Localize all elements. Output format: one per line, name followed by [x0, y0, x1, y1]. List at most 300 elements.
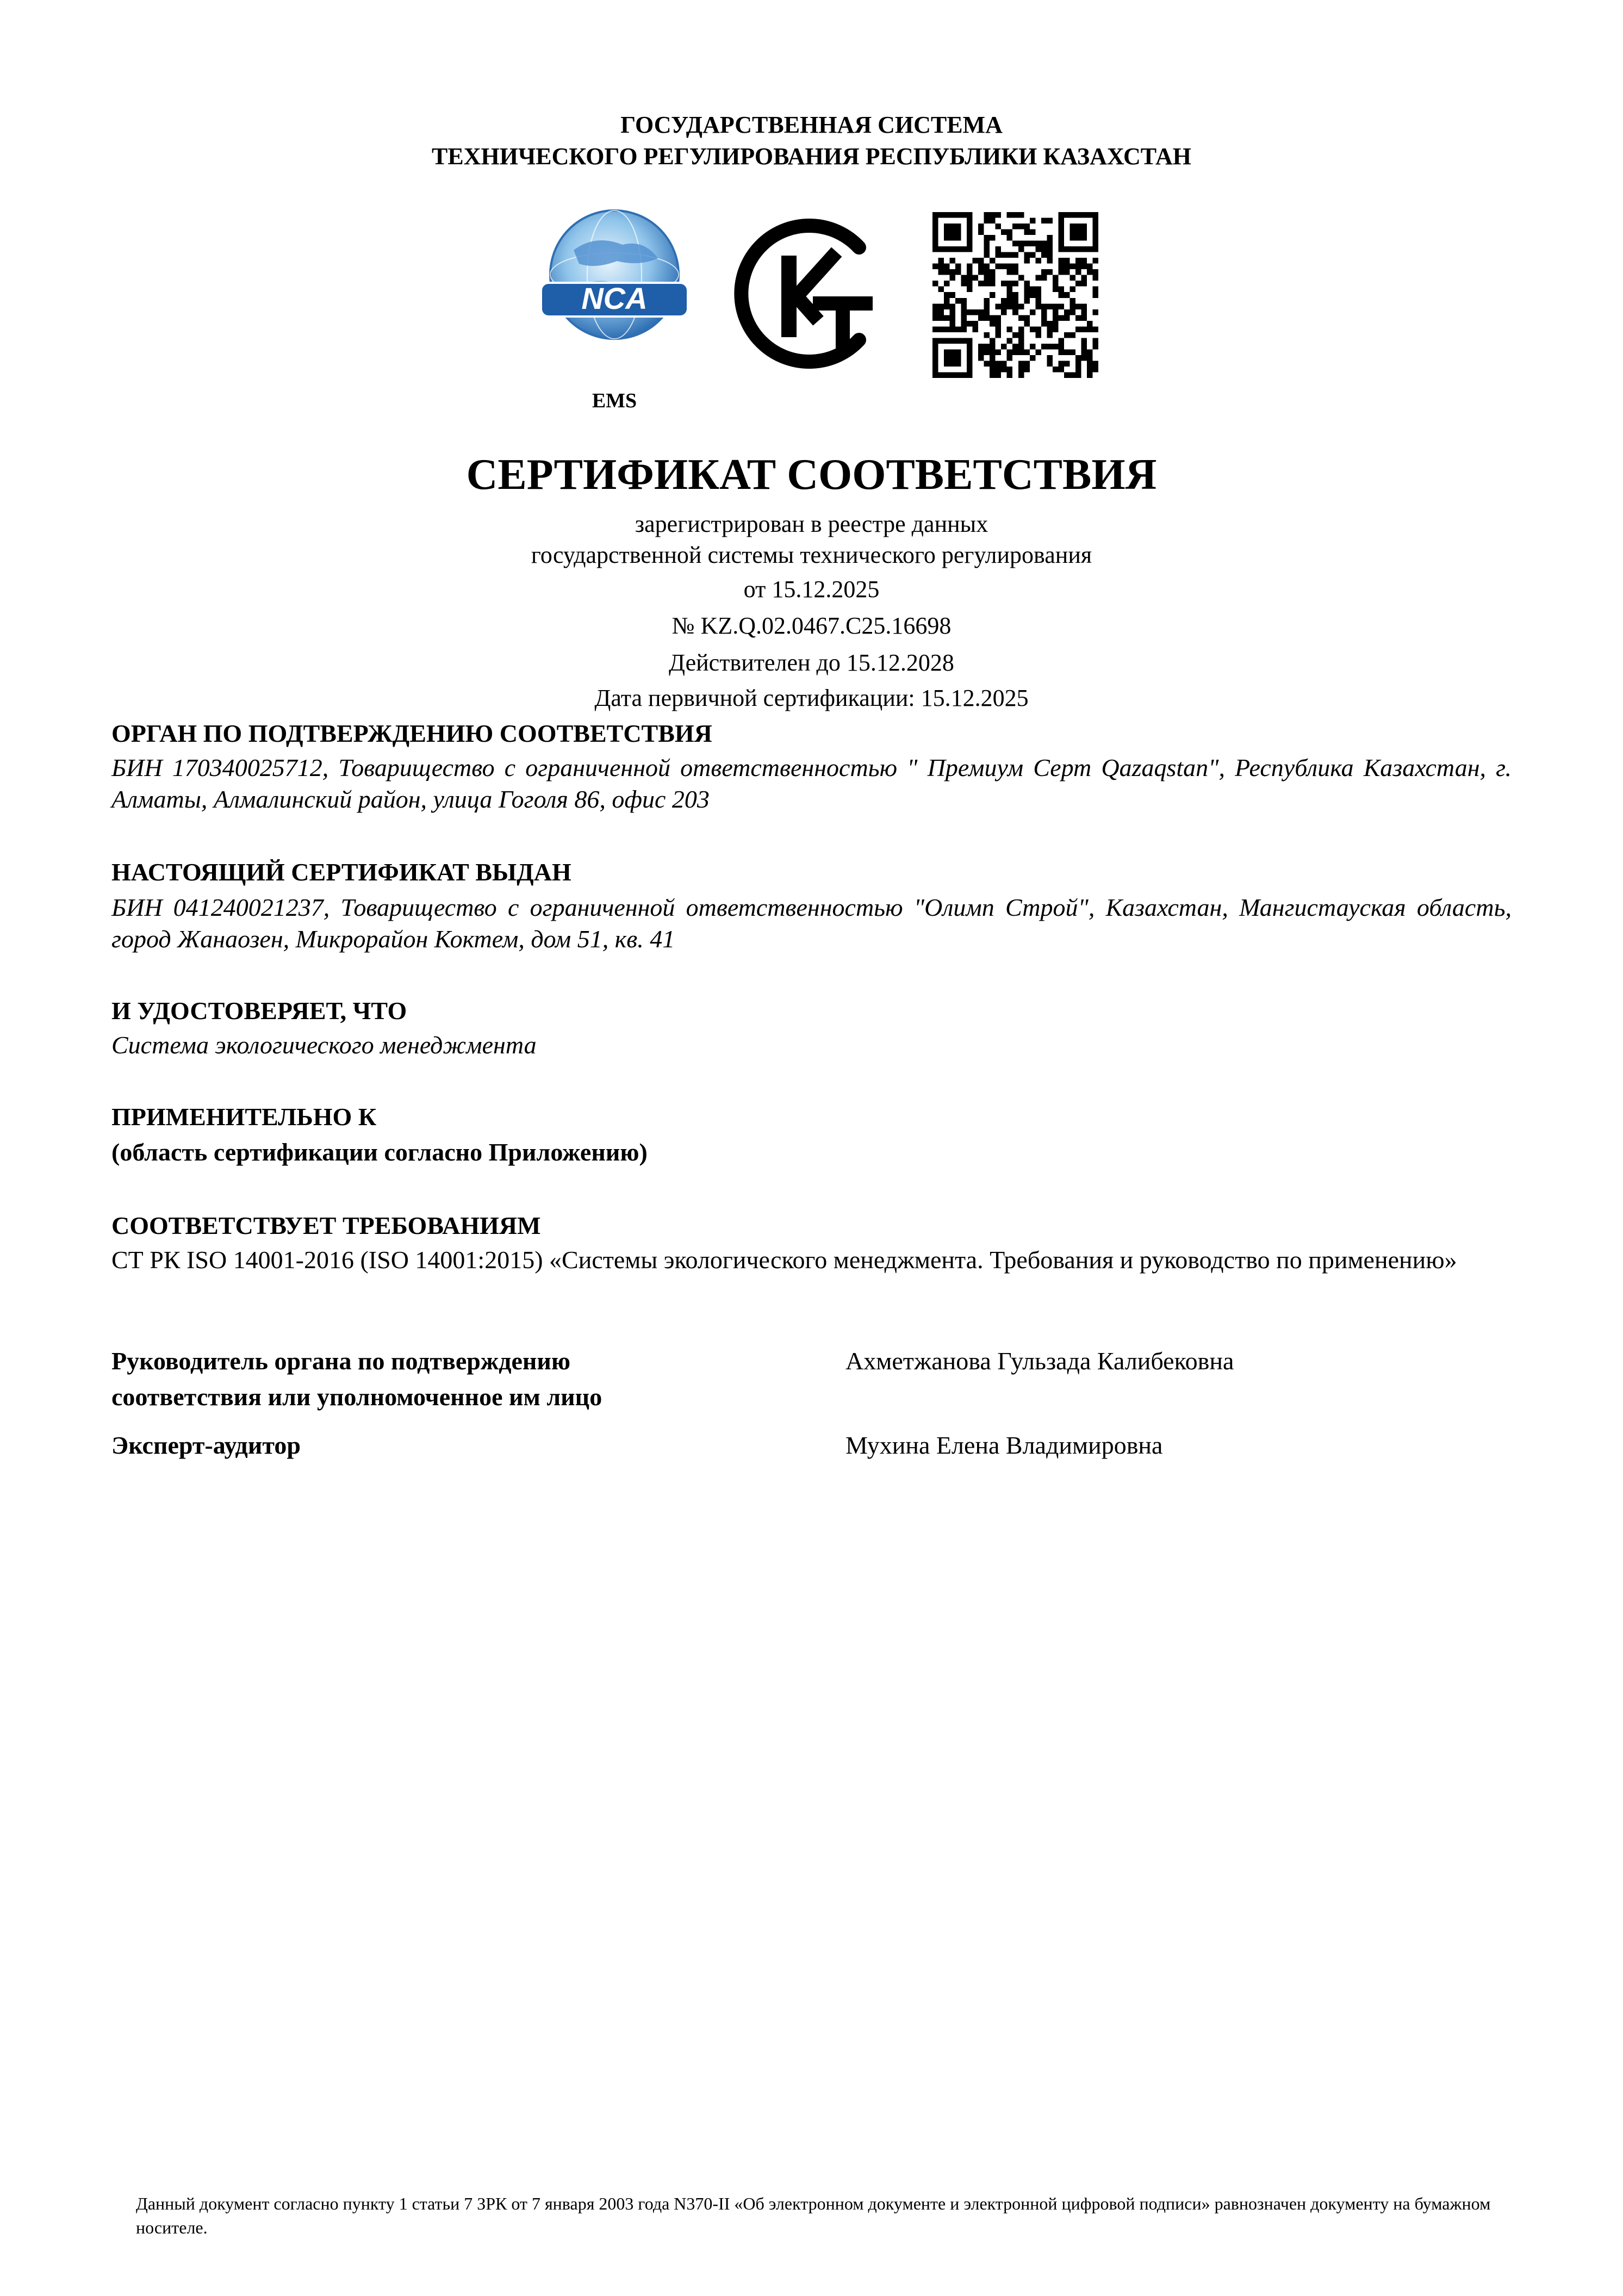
- qr-module: [932, 326, 938, 332]
- qr-module: [1064, 315, 1070, 321]
- qr-module: [1092, 241, 1098, 247]
- qr-module: [1041, 269, 1047, 275]
- qr-module: [1047, 344, 1053, 350]
- qr-module: [1007, 298, 1013, 304]
- qr-module: [1018, 349, 1024, 355]
- auditor-role: Эксперт-аудитор: [111, 1431, 301, 1459]
- qr-module: [1064, 332, 1070, 338]
- qr-module: [1024, 321, 1030, 327]
- qr-module: [1087, 367, 1093, 373]
- qr-module: [1001, 309, 1007, 315]
- qr-module: [1024, 229, 1030, 235]
- qr-module: [932, 367, 938, 373]
- qr-module: [1001, 361, 1007, 367]
- head-role: Руководитель органа по подтверждению соответствия или уполномоченное им лицо: [111, 1347, 602, 1411]
- qr-module: [1012, 309, 1018, 315]
- qr-module: [1001, 298, 1007, 304]
- qr-module: [1024, 258, 1030, 264]
- registration-line-2: государственной системы технического регулирования: [531, 542, 1092, 568]
- qr-module: [938, 264, 944, 270]
- qr-module: [1058, 224, 1064, 229]
- qr-module: [961, 372, 967, 378]
- qr-module: [1092, 287, 1098, 293]
- qr-module: [1092, 326, 1098, 332]
- qr-module: [984, 235, 990, 241]
- legal-footer: Данный документ согласно пункту 1 статьи 7 ЗРК от 7 января 2003 года N370-II «Об электронном документе и электронной цифровой подписи» равнозначен документу на бумажном носителе.: [136, 2194, 1491, 2237]
- qr-module: [978, 264, 984, 270]
- qr-module: [1092, 212, 1098, 218]
- qr-module: [1012, 281, 1018, 287]
- qr-module: [1035, 332, 1041, 338]
- qr-module: [938, 258, 944, 264]
- qr-module: [932, 361, 938, 367]
- nca-text: NCA: [581, 281, 648, 315]
- qr-module: [1012, 298, 1018, 304]
- qr-module: [950, 275, 956, 281]
- qr-module: [944, 281, 950, 287]
- qr-module: [1035, 349, 1041, 355]
- qr-module: [1024, 252, 1030, 258]
- qr-module: [1007, 229, 1013, 235]
- qr-module: [1012, 303, 1018, 309]
- qr-module: [955, 224, 961, 229]
- qr-module: [1012, 241, 1018, 247]
- qr-module: [996, 326, 1002, 332]
- qr-module: [1041, 275, 1047, 281]
- qr-module: [950, 229, 956, 235]
- qr-module: [990, 349, 996, 355]
- qr-module: [1075, 246, 1081, 252]
- qr-module: [932, 235, 938, 241]
- qr-module: [1007, 303, 1013, 309]
- qr-module: [1035, 246, 1041, 252]
- qr-module: [1041, 309, 1047, 315]
- qr-module: [1041, 321, 1047, 327]
- qr-module: [1081, 326, 1087, 332]
- qr-module: [950, 321, 956, 327]
- registration-date: от 15.12.2025: [743, 576, 880, 603]
- qr-module: [950, 292, 956, 298]
- qr-module: [1069, 372, 1075, 378]
- qr-module: [1092, 292, 1098, 298]
- qr-module: [996, 246, 1002, 252]
- qr-module: [1087, 355, 1093, 361]
- qr-module: [990, 292, 996, 298]
- requirements-text: СТ РК ISO 14001-2016 (ISO 14001:2015) «Системы экологического менеджмента. Требования и руководство по применению»: [111, 1246, 1457, 1274]
- qr-module: [955, 338, 961, 344]
- qr-module: [1058, 344, 1064, 350]
- qr-module: [1047, 252, 1053, 258]
- qr-module: [984, 252, 990, 258]
- qr-module: [1012, 349, 1018, 355]
- qr-module: [1035, 298, 1041, 304]
- qr-module: [961, 315, 967, 321]
- qr-module: [955, 229, 961, 235]
- qr-module: [1069, 229, 1075, 235]
- qr-module: [1012, 264, 1018, 270]
- qr-module: [1047, 258, 1053, 264]
- qr-module: [1012, 332, 1018, 338]
- qr-module: [1047, 218, 1053, 224]
- qr-module: [1064, 349, 1070, 355]
- qr-module: [1024, 287, 1030, 293]
- qr-module: [990, 372, 996, 378]
- qr-module: [1081, 275, 1087, 281]
- qr-module: [961, 281, 967, 287]
- qr-module: [944, 264, 950, 270]
- qr-module: [932, 309, 938, 315]
- qr-module: [1012, 269, 1018, 275]
- qr-module: [996, 349, 1002, 355]
- qr-module: [1007, 212, 1013, 218]
- qr-module: [1053, 275, 1059, 281]
- qr-module: [1069, 309, 1075, 315]
- qr-module: [938, 303, 944, 309]
- qr-module: [1024, 241, 1030, 247]
- qr-module: [978, 344, 984, 350]
- qr-module: [967, 321, 973, 327]
- certifies-heading: И УДОСТОВЕРЯЕТ, ЧТО: [111, 997, 407, 1025]
- qr-module: [1035, 326, 1041, 332]
- qr-module: [1001, 344, 1007, 350]
- qr-module: [1024, 349, 1030, 355]
- qr-module: [1069, 275, 1075, 281]
- qr-module: [1075, 264, 1081, 270]
- qr-module: [932, 315, 938, 321]
- qr-module: [1018, 315, 1024, 321]
- qr-module: [1075, 361, 1081, 367]
- qr-module: [1075, 372, 1081, 378]
- qr-module: [932, 303, 938, 309]
- qr-module: [990, 355, 996, 361]
- qr-module: [1041, 241, 1047, 247]
- qr-module: [1087, 246, 1093, 252]
- qr-module: [1075, 229, 1081, 235]
- qr-module: [1064, 269, 1070, 275]
- qr-module: [1058, 246, 1064, 252]
- qr-module: [1053, 309, 1059, 315]
- qr-module: [1018, 372, 1024, 378]
- qr-module: [984, 361, 990, 367]
- qr-module: [1058, 287, 1064, 293]
- qr-module: [950, 235, 956, 241]
- qr-module: [1047, 361, 1053, 367]
- qr-module: [978, 355, 984, 361]
- qr-module: [1012, 252, 1018, 258]
- qr-module: [1064, 372, 1070, 378]
- qr-module: [1001, 264, 1007, 270]
- qr-module: [1092, 246, 1098, 252]
- qr-module: [1092, 229, 1098, 235]
- qr-module: [938, 212, 944, 218]
- qr-module: [944, 315, 950, 321]
- qr-module: [1092, 344, 1098, 350]
- qr-module: [967, 372, 973, 378]
- qr-module: [984, 275, 990, 281]
- qr-module: [1053, 281, 1059, 287]
- qr-module: [1018, 326, 1024, 332]
- qr-module: [1081, 303, 1087, 309]
- qr-module: [950, 349, 956, 355]
- qr-module: [1075, 326, 1081, 332]
- auditor-name: Мухина Елена Владимировна: [845, 1431, 1163, 1459]
- qr-module: [1012, 292, 1018, 298]
- qr-module: [1047, 326, 1053, 332]
- qr-module: [955, 355, 961, 361]
- qr-module: [1087, 372, 1093, 378]
- qr-module: [1001, 252, 1007, 258]
- qr-module: [1064, 264, 1070, 270]
- qr-module: [932, 224, 938, 229]
- qr-module: [955, 212, 961, 218]
- qr-module: [1092, 235, 1098, 241]
- qr-module: [932, 246, 938, 252]
- qr-module: [1024, 361, 1030, 367]
- qr-module: [938, 372, 944, 378]
- qr-module: [967, 287, 973, 293]
- qr-module: [1081, 281, 1087, 287]
- registration-line-1: зарегистрирован в реестре данных: [635, 511, 988, 537]
- qr-module: [1018, 303, 1024, 309]
- qr-module: [950, 303, 956, 309]
- qr-module: [1075, 212, 1081, 218]
- qr-module: [990, 321, 996, 327]
- applicable-heading: ПРИМЕНИТЕЛЬНО К: [111, 1103, 377, 1131]
- qr-module: [932, 212, 938, 218]
- issued-heading: НАСТОЯЩИЙ СЕРТИФИКАТ ВЫДАН: [111, 858, 571, 886]
- qr-module: [961, 338, 967, 344]
- qr-module: [1007, 349, 1013, 355]
- qr-module: [944, 224, 950, 229]
- qr-module: [1058, 235, 1064, 241]
- qr-module: [1075, 258, 1081, 264]
- qr-module: [1075, 235, 1081, 241]
- nca-logo: [536, 207, 693, 348]
- qr-module: [1030, 287, 1036, 293]
- qr-module: [1012, 344, 1018, 350]
- qr-module: [978, 281, 984, 287]
- qr-module: [1058, 269, 1064, 275]
- qr-module: [1053, 367, 1059, 373]
- qr-module: [1018, 367, 1024, 373]
- qr-module: [1064, 361, 1070, 367]
- kz-conformity-mark-icon: [731, 215, 889, 373]
- qr-module: [944, 338, 950, 344]
- qr-module: [990, 315, 996, 321]
- qr-module: [996, 321, 1002, 327]
- qr-module: [1092, 218, 1098, 224]
- qr-module: [984, 281, 990, 287]
- qr-module: [1030, 252, 1036, 258]
- qr-module: [932, 264, 938, 270]
- qr-module: [1007, 372, 1013, 378]
- qr-module: [967, 355, 973, 361]
- qr-module: [1018, 212, 1024, 218]
- qr-module: [938, 287, 944, 293]
- qr-module: [938, 326, 944, 332]
- qr-module: [996, 252, 1002, 258]
- qr-module: [1069, 298, 1075, 304]
- qr-module: [1075, 224, 1081, 229]
- qr-module: [1081, 315, 1087, 321]
- qr-module: [1075, 355, 1081, 361]
- qr-module: [955, 361, 961, 367]
- qr-module: [1030, 241, 1036, 247]
- qr-module: [1081, 229, 1087, 235]
- qr-module: [1081, 258, 1087, 264]
- qr-module: [1030, 229, 1036, 235]
- qr-module: [961, 246, 967, 252]
- qr-module: [932, 281, 938, 287]
- qr-module: [1081, 235, 1087, 241]
- qr-module: [1018, 332, 1024, 338]
- qr-module: [1058, 229, 1064, 235]
- header-line-1: ГОСУДАРСТВЕННАЯ СИСТЕМА: [620, 111, 1003, 138]
- organ-text: БИН 170340025712, Товарищество с ограниченной ответственностью " Премиум Серт Qazaqstan", Республика Казахстан, г. Алматы, Алмалинский район, улица Гоголя 86, офис 203: [111, 754, 1512, 813]
- qr-module: [950, 258, 956, 264]
- qr-module: [1087, 269, 1093, 275]
- qr-module: [996, 332, 1002, 338]
- qr-module: [950, 338, 956, 344]
- qr-module: [1053, 303, 1059, 309]
- qr-module: [944, 326, 950, 332]
- qr-module: [1092, 224, 1098, 229]
- qr-module: [950, 309, 956, 315]
- qr-module: [990, 212, 996, 218]
- qr-module: [1024, 298, 1030, 304]
- qr-module: [1069, 332, 1075, 338]
- qr-module: [984, 298, 990, 304]
- qr-module: [1069, 349, 1075, 355]
- certificate-number: № KZ.Q.02.0467.C25.16698: [671, 612, 952, 639]
- qr-module: [990, 281, 996, 287]
- qr-module: [1035, 275, 1041, 281]
- qr-module: [967, 246, 973, 252]
- qr-module: [967, 235, 973, 241]
- qr-module: [944, 349, 950, 355]
- qr-module: [984, 303, 990, 309]
- qr-module: [978, 309, 984, 315]
- qr-module: [967, 349, 973, 355]
- qr-module: [996, 315, 1002, 321]
- qr-module: [1047, 303, 1053, 309]
- qr-module: [1018, 344, 1024, 350]
- qr-module: [955, 298, 961, 304]
- qr-module: [1058, 218, 1064, 224]
- qr-module: [1024, 292, 1030, 298]
- qr-module: [1030, 309, 1036, 315]
- qr-module: [1058, 264, 1064, 270]
- qr-module: [1058, 367, 1064, 373]
- qr-module: [1018, 361, 1024, 367]
- qr-module: [984, 349, 990, 355]
- qr-module: [944, 229, 950, 235]
- header-line-2: ТЕХНИЧЕСКОГО РЕГУЛИРОВАНИЯ РЕСПУБЛИКИ КАЗАХСТАН: [432, 143, 1191, 170]
- qr-module: [1007, 292, 1013, 298]
- qr-module: [1041, 252, 1047, 258]
- qr-module: [961, 309, 967, 315]
- qr-module: [996, 224, 1002, 229]
- certifies-text: Система экологического менеджмента: [111, 1031, 537, 1059]
- qr-module: [1053, 326, 1059, 332]
- qr-module: [1041, 344, 1047, 350]
- qr-module: [1030, 218, 1036, 224]
- qr-module: [984, 344, 990, 350]
- qr-module: [938, 309, 944, 315]
- qr-module: [1058, 241, 1064, 247]
- qr-module: [932, 349, 938, 355]
- issued-text: БИН 041240021237, Товарищество с ограниченной ответственностью "Олимп Строй", Казахстан, Мангистауская область, город Жанаозен, Микрорайон Коктем, дом 51, кв. 41: [111, 893, 1512, 953]
- qr-module: [950, 355, 956, 361]
- qr-module: [1081, 349, 1087, 355]
- qr-module: [1081, 212, 1087, 218]
- qr-module: [1047, 332, 1053, 338]
- qr-module: [990, 344, 996, 350]
- qr-module: [1012, 224, 1018, 229]
- qr-module: [1075, 281, 1081, 287]
- qr-module: [967, 264, 973, 270]
- qr-module: [961, 303, 967, 309]
- qr-module: [967, 309, 973, 315]
- qr-module: [950, 224, 956, 229]
- qr-module: [1092, 258, 1098, 264]
- qr-module: [1035, 241, 1041, 247]
- qr-module: [1024, 281, 1030, 287]
- qr-module: [1001, 367, 1007, 373]
- qr-module: [1007, 235, 1013, 241]
- qr-module: [944, 355, 950, 361]
- qr-module: [1087, 349, 1093, 355]
- qr-module: [984, 332, 990, 338]
- qr-module: [1069, 224, 1075, 229]
- qr-module: [1075, 367, 1081, 373]
- qr-module: [961, 321, 967, 327]
- qr-module: [1064, 212, 1070, 218]
- qr-module: [1007, 338, 1013, 344]
- qr-module: [967, 269, 973, 275]
- qr-module: [967, 229, 973, 235]
- qr-module: [978, 269, 984, 275]
- qr-module: [1001, 303, 1007, 309]
- qr-module: [1007, 264, 1013, 270]
- qr-module: [967, 212, 973, 218]
- qr-module: [950, 212, 956, 218]
- qr-module: [1007, 355, 1013, 361]
- qr-module: [996, 264, 1002, 270]
- qr-module: [1075, 269, 1081, 275]
- qr-module: [1001, 229, 1007, 235]
- qr-module: [1058, 292, 1064, 298]
- qr-module: [996, 361, 1002, 367]
- qr-module: [1058, 303, 1064, 309]
- qr-module: [950, 269, 956, 275]
- qr-module: [1041, 218, 1047, 224]
- qr-module: [1081, 309, 1087, 315]
- qr-module: [944, 361, 950, 367]
- qr-module: [961, 275, 967, 281]
- applicable-text: (область сертификации согласно Приложению): [111, 1138, 648, 1166]
- qr-module: [955, 372, 961, 378]
- qr-module: [978, 229, 984, 235]
- qr-module: [1035, 303, 1041, 309]
- qr-module: [932, 372, 938, 378]
- qr-module: [950, 372, 956, 378]
- qr-module: [938, 246, 944, 252]
- qr-module: [950, 326, 956, 332]
- qr-module: [1087, 264, 1093, 270]
- qr-module: [1030, 292, 1036, 298]
- qr-module: [1064, 246, 1070, 252]
